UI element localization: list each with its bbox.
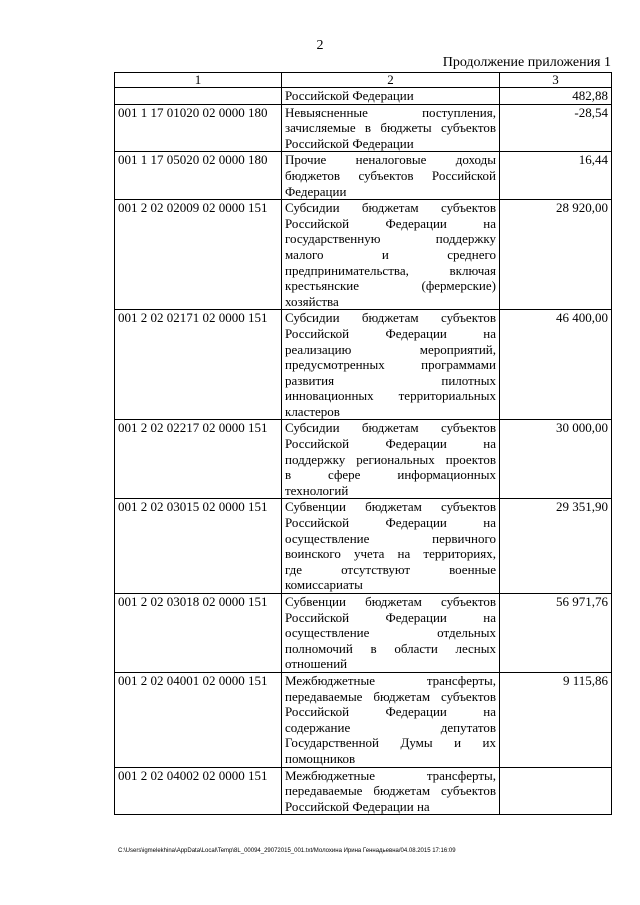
description-line: развития пилотных	[285, 372, 496, 388]
description-line: Субсидии бюджетам субъектов	[285, 200, 496, 216]
description-cell	[282, 88, 500, 105]
description-line: Субсидии бюджетам субъектов	[285, 310, 496, 326]
table-row	[115, 88, 612, 105]
table-row	[115, 594, 612, 673]
description-line: Российской Федерации	[285, 135, 414, 151]
description-line: Прочие неналоговые доходы	[285, 152, 496, 168]
table-header-row	[115, 73, 612, 88]
description-cell	[282, 104, 500, 152]
column-header: 3	[500, 73, 612, 88]
description-line: отношений	[285, 656, 348, 672]
budget-code-cell: 001 2 02 04002 02 0000 151	[115, 767, 282, 815]
table-row	[115, 200, 612, 310]
description-line: где отсутствуют военные	[285, 561, 496, 577]
description-line: зачисляемые в бюджеты субъектов	[285, 120, 496, 136]
amount-cell	[500, 767, 612, 815]
description-line: реализацию мероприятий,	[285, 341, 496, 357]
description-line: Субсидии бюджетам субъектов	[285, 420, 496, 436]
description-line: Российской Федерации на	[285, 798, 430, 814]
description-line: Российской Федерации на	[285, 436, 496, 452]
description-cell	[282, 200, 500, 310]
page-number: 2	[316, 38, 324, 53]
description-line: малого и среднего	[285, 246, 496, 262]
description-cell	[282, 152, 500, 200]
description-line: Государственной Думы и их	[285, 735, 496, 751]
description-cell	[282, 310, 500, 420]
continuation-label: Продолжение приложения 1	[442, 55, 611, 70]
description-line: содержание депутатов	[285, 719, 496, 735]
description-line: технологий	[285, 482, 349, 498]
table-row	[115, 767, 612, 815]
description-cell	[282, 594, 500, 673]
description-line: осуществление первичного	[285, 530, 496, 546]
description-line: Межбюджетные трансферты,	[285, 672, 496, 688]
description-line: бюджетов субъектов Российской	[285, 167, 496, 183]
description-line: Субвенции бюджетам субъектов	[285, 499, 496, 515]
table-row	[115, 420, 612, 499]
amount-cell: 16,44	[500, 152, 612, 200]
description-line: комиссариаты	[285, 577, 363, 593]
budget-code-cell: 001 2 02 02171 02 0000 151	[115, 310, 282, 420]
budget-code-cell: 001 2 02 02009 02 0000 151	[115, 200, 282, 310]
description-line: Российской Федерации на	[285, 325, 496, 341]
amount-cell: 30 000,00	[500, 420, 612, 499]
description-line: крестьянские (фермерские)	[285, 278, 496, 294]
column-header: 1	[115, 73, 282, 88]
budget-code-cell: 001 2 02 03018 02 0000 151	[115, 594, 282, 673]
description-line: передаваемые бюджетам субъектов	[285, 688, 496, 704]
description-line: кластеров	[285, 403, 340, 419]
table-row	[115, 672, 612, 767]
description-line: воинского учета на территориях,	[285, 546, 496, 562]
column-header: 2	[282, 73, 500, 88]
description-line: передаваемые бюджетам субъектов	[285, 783, 496, 799]
description-cell	[282, 672, 500, 767]
description-cell	[282, 499, 500, 594]
appendix-table	[114, 72, 612, 815]
table-body	[115, 88, 612, 815]
amount-cell: 29 351,90	[500, 499, 612, 594]
description-line: Российской Федерации	[285, 88, 414, 103]
amount-cell: 46 400,00	[500, 310, 612, 420]
amount-cell: 56 971,76	[500, 594, 612, 673]
amount-cell: 28 920,00	[500, 200, 612, 310]
description-line: государственную поддержку	[285, 231, 496, 247]
description-line: в сфере информационных	[285, 467, 496, 483]
description-line: Российской Федерации на	[285, 609, 496, 625]
description-line: Субвенции бюджетам субъектов	[285, 594, 496, 609]
description-line: Российской Федерации на	[285, 215, 496, 231]
description-line: помощников	[285, 750, 356, 766]
description-line: Федерации	[285, 183, 347, 199]
budget-code-cell: 001 2 02 03015 02 0000 151	[115, 499, 282, 594]
description-line: инновационных территориальных	[285, 388, 496, 404]
description-line: хозяйства	[285, 293, 339, 309]
budget-code-cell: 001 1 17 01020 02 0000 180	[115, 104, 282, 152]
description-line: Российской Федерации на	[285, 515, 496, 531]
table-row	[115, 104, 612, 152]
description-cell	[282, 420, 500, 499]
description-line: Невыясненные поступления,	[285, 104, 496, 120]
description-cell	[282, 767, 500, 815]
budget-code-cell: 001 1 17 05020 02 0000 180	[115, 152, 282, 200]
description-line: осуществление отдельных	[285, 625, 496, 641]
table-row	[115, 152, 612, 200]
amount-cell: 482,88	[500, 88, 612, 105]
description-line: Российской Федерации на	[285, 704, 496, 720]
budget-code-cell	[115, 88, 282, 105]
description-line: поддержку региональных проектов	[285, 451, 496, 467]
amount-cell: -28,54	[500, 104, 612, 152]
table-row	[115, 310, 612, 420]
file-path-footer: C:\Users\igmelekhina\AppData\Local\Temp\8L_00094_29072015_001.txt/Молохина Ирина Геннадьевна/04.08.2015 17:16:09	[118, 848, 456, 854]
description-line: полномочий в области лесных	[285, 640, 496, 656]
description-line: Межбюджетные трансферты,	[285, 767, 496, 783]
table-row	[115, 499, 612, 594]
amount-cell: 9 115,86	[500, 672, 612, 767]
budget-code-cell: 001 2 02 02217 02 0000 151	[115, 420, 282, 499]
description-line: предпринимательства, включая	[285, 262, 496, 278]
description-line: предусмотренных программами	[285, 357, 496, 373]
budget-code-cell: 001 2 02 04001 02 0000 151	[115, 672, 282, 767]
